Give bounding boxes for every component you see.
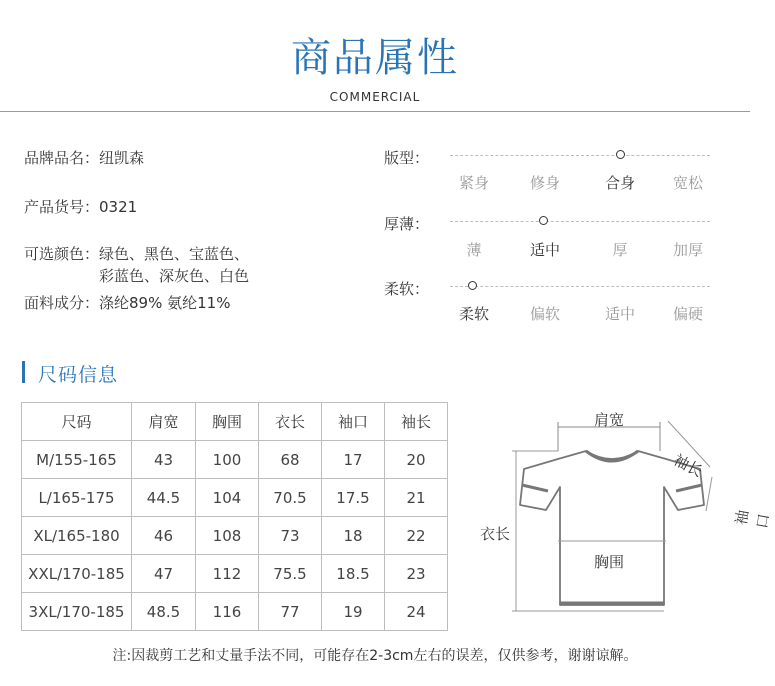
table-row xyxy=(22,593,448,631)
table-cell: 100 xyxy=(196,441,259,479)
scale-softness-label: 柔软： xyxy=(384,280,430,298)
scale-softness-option: 适中 xyxy=(604,305,635,323)
diagram-label-chest: 胸围 xyxy=(594,553,625,571)
diagram-label-shoulder: 肩宽 xyxy=(594,411,625,429)
scale-fit-marker xyxy=(616,150,625,159)
page-title: 商品属性 xyxy=(291,35,459,81)
attr-label: 品牌品名： xyxy=(24,149,100,167)
table-row xyxy=(22,555,448,593)
table-cell: 22 xyxy=(385,517,448,555)
table-cell: 73 xyxy=(259,517,322,555)
attr-label: 产品货号： xyxy=(24,198,100,216)
header-cell: 衣长 xyxy=(259,403,322,441)
scale-thickness-marker xyxy=(539,216,548,225)
header-cell: 肩宽 xyxy=(132,403,196,441)
page-subtitle: COMMERCIAL xyxy=(329,90,421,104)
table-row xyxy=(22,479,448,517)
header-cell: 袖口 xyxy=(322,403,385,441)
attr-label: 面料成分： xyxy=(24,294,100,312)
attr-value-line: 绿色、黑色、宝蓝色、 xyxy=(99,245,250,263)
attr-value: 涤纶89% 氨纶11% xyxy=(99,294,231,312)
attr-brand xyxy=(24,147,144,169)
diagram-label-sleeve-length: 袖长 xyxy=(670,450,706,481)
attr-value: 纽凯森 xyxy=(99,149,145,167)
scale-softness-marker xyxy=(468,281,477,290)
table-cell: 116 xyxy=(196,593,259,631)
size-table-header-row xyxy=(22,403,448,441)
attr-label: 可选颜色： xyxy=(24,245,100,263)
scale-thickness-label: 厚薄： xyxy=(384,215,430,233)
scale-thickness-option: 薄 xyxy=(466,241,482,259)
header-cell: 袖长 xyxy=(385,403,448,441)
table-cell: 104 xyxy=(196,479,259,517)
table-cell: 75.5 xyxy=(259,555,322,593)
diagram-label-cuff: 袖口 xyxy=(731,508,773,531)
table-cell: L/165-175 xyxy=(22,479,132,517)
scale-fit-option: 宽松 xyxy=(672,174,703,192)
attr-colors xyxy=(24,243,249,287)
table-cell: 112 xyxy=(196,555,259,593)
table-cell: 20 xyxy=(385,441,448,479)
table-cell: 68 xyxy=(259,441,322,479)
table-cell: 46 xyxy=(132,517,196,555)
scale-fit-option-selected: 合身 xyxy=(604,174,635,192)
scale-fit-option: 紧身 xyxy=(458,174,489,192)
table-row xyxy=(22,517,448,555)
table-cell: M/155-165 xyxy=(22,441,132,479)
attr-sku xyxy=(24,196,137,218)
section-title: 尺码信息 xyxy=(38,364,119,386)
table-cell: 70.5 xyxy=(259,479,322,517)
scale-fit-label: 版型： xyxy=(384,149,430,167)
scale-softness-option: 偏软 xyxy=(529,305,560,323)
tshirt-diagram-svg xyxy=(478,405,750,617)
table-cell: XL/165-180 xyxy=(22,517,132,555)
table-cell: 77 xyxy=(259,593,322,631)
table-cell: 24 xyxy=(385,593,448,631)
table-cell: 19 xyxy=(322,593,385,631)
attr-value-line: 彩蓝色、深灰色、白色 xyxy=(99,267,250,285)
table-cell: 43 xyxy=(132,441,196,479)
table-cell: 44.5 xyxy=(132,479,196,517)
table-row xyxy=(22,441,448,479)
table-cell: 3XL/170-185 xyxy=(22,593,132,631)
table-cell: 18 xyxy=(322,517,385,555)
table-cell: 21 xyxy=(385,479,448,517)
table-cell: 18.5 xyxy=(322,555,385,593)
scale-thickness-option: 加厚 xyxy=(672,241,703,259)
table-cell: 17.5 xyxy=(322,479,385,517)
scale-softness-track xyxy=(450,286,710,287)
header-cell: 尺码 xyxy=(22,403,132,441)
scale-thickness-option-selected: 适中 xyxy=(529,241,560,259)
scale-softness-option: 偏硬 xyxy=(672,305,703,323)
attr-fabric xyxy=(24,292,230,314)
table-cell: 17 xyxy=(322,441,385,479)
size-table xyxy=(21,402,448,631)
table-cell: 47 xyxy=(132,555,196,593)
table-cell: 108 xyxy=(196,517,259,555)
diagram-label-length: 衣长 xyxy=(480,525,511,543)
disclaimer-note: 注:因裁剪工艺和丈量手法不同，可能存在2-3cm左右的误差，仅供参考，谢谢谅解。 xyxy=(112,648,638,664)
table-cell: XXL/170-185 xyxy=(22,555,132,593)
header-cell: 胸围 xyxy=(196,403,259,441)
table-cell: 48.5 xyxy=(132,593,196,631)
attr-value: 0321 xyxy=(99,198,138,216)
table-cell: 23 xyxy=(385,555,448,593)
scale-thickness-track xyxy=(450,221,710,222)
scale-thickness-option: 厚 xyxy=(612,241,628,259)
scale-softness-option-selected: 柔软 xyxy=(458,305,489,323)
scale-fit-option: 修身 xyxy=(529,174,560,192)
header-divider xyxy=(0,111,750,112)
scale-fit-track xyxy=(450,155,710,156)
tshirt-measurement-diagram xyxy=(478,405,773,617)
section-accent-bar xyxy=(22,361,25,383)
